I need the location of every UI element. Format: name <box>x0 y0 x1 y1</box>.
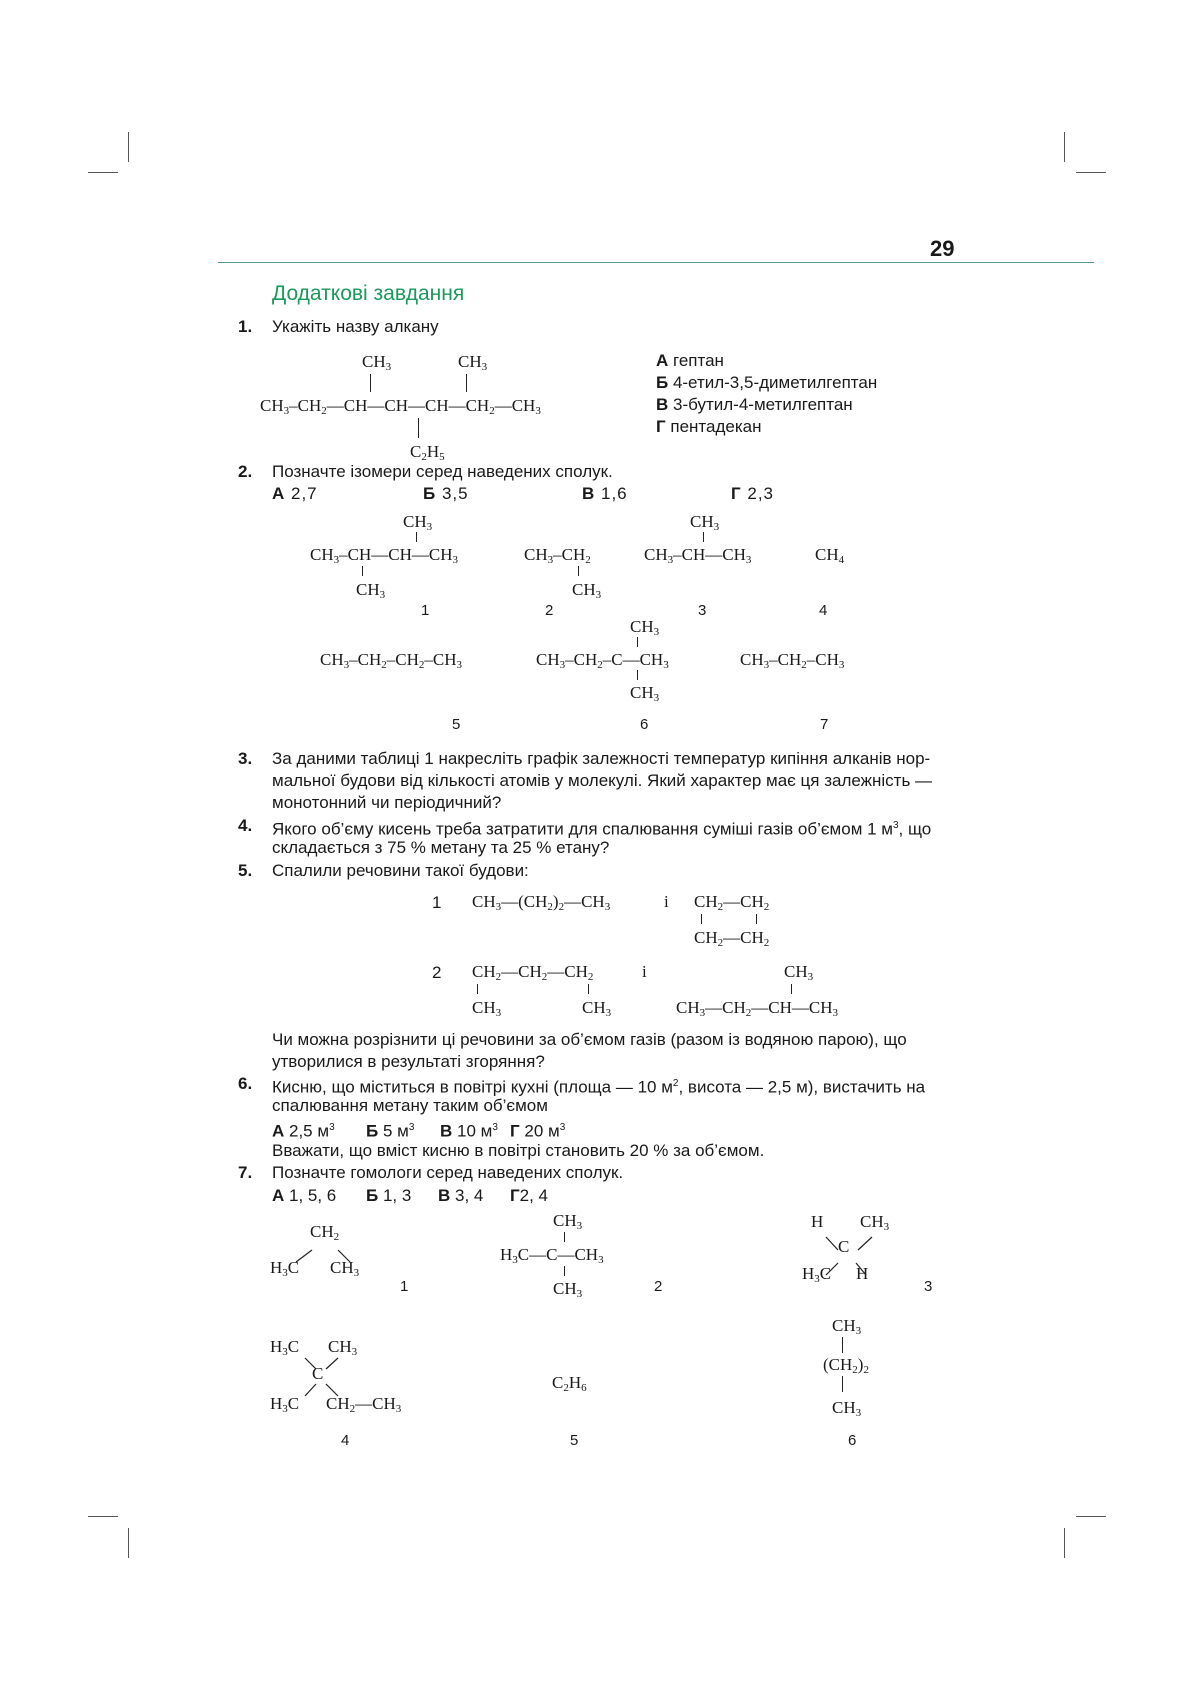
compound-label: 3 <box>924 1278 933 1295</box>
task-text-line: мальної будови від кількості атомів у молекулі. Який характер має ця залежність — <box>272 771 933 790</box>
answer-option: Б 4-етил-3,5-диметилгептан <box>656 373 878 392</box>
task-text-line: Кисню, що міститься в повітрі кухні (площа — 10 $м^2$, висота — 2,5 м), вистачить на <box>272 1077 926 1097</box>
task-text: Позначте ізомери серед наведених сполук. <box>272 462 613 481</box>
task-text-line: Якого об’єму кисень треба затратити для спалювання суміші газів об’ємом 1 $м^3$, що <box>272 819 932 839</box>
task-text: Спалили речовини такої будови: <box>272 861 529 880</box>
answer-option: Г 20 $м^3$ <box>510 1121 566 1141</box>
answer-option: В 10 $м^3$ <box>440 1121 498 1141</box>
compound-label: 1 <box>421 602 430 619</box>
compound-label: 3 <box>698 602 707 619</box>
answer-option: Г2, 4 <box>510 1186 548 1205</box>
answer-option: А 1, 5, 6 <box>272 1186 337 1205</box>
answer-option: В 3, 4 <box>438 1186 484 1205</box>
answer-option: А 2,7 <box>272 484 318 503</box>
compound-label: 5 <box>570 1432 579 1449</box>
answer-option: А гептан <box>656 351 724 370</box>
answer-option: Б 3,5 <box>423 484 469 503</box>
task-text: Позначте гомологи серед наведених сполук. <box>272 1163 624 1182</box>
task-number: 2. <box>238 462 253 481</box>
answer-option: В 1,6 <box>582 484 628 503</box>
compound-label: 1 <box>400 1278 409 1295</box>
compound-label: 6 <box>640 716 649 733</box>
page-number: 29 <box>930 236 955 261</box>
task-note: Вважати, що вміст кисню в повітрі становить 20 % за об’ємом. <box>272 1141 765 1160</box>
compound-label: 6 <box>848 1432 857 1449</box>
compound-label: 4 <box>341 1432 350 1449</box>
section-title: Додаткові завдання <box>272 282 465 305</box>
answer-option: Г 2,3 <box>731 484 774 503</box>
answer-option: Б 5 $м^3$ <box>366 1121 415 1141</box>
answer-option: А 2,5 $м^3$ <box>272 1121 335 1141</box>
task-text-line: Чи можна розрізнити ці речовини за об’ємом газів (разом із водяною парою), що <box>272 1030 907 1049</box>
compound-label: 2 <box>654 1278 663 1295</box>
compound-label: 2 <box>545 602 554 619</box>
task-text-line: монотонний чи періодичний? <box>272 793 502 812</box>
task-number: 5. <box>238 861 253 880</box>
compound-label: 5 <box>452 716 461 733</box>
task-text-line: складається з 75 % метану та 25 % етану? <box>272 838 610 857</box>
answer-option: В 3-бутил-4-метилгептан <box>656 395 853 414</box>
compound-label: 4 <box>819 602 828 619</box>
task-text-line: За даними таблиці 1 накресліть графік залежності температур кипіння алканів нор- <box>272 749 931 768</box>
task-number: 6. <box>238 1074 253 1093</box>
task-text-line: утворилися в результаті згоряння? <box>272 1052 545 1071</box>
task-number: 1. <box>238 317 253 336</box>
task-number: 7. <box>238 1163 253 1182</box>
compound-label: 7 <box>820 716 829 733</box>
answer-option: Г пентадекан <box>656 417 762 436</box>
task-number: 4. <box>238 816 253 835</box>
task-text: Укажіть назву алкану <box>272 317 439 336</box>
task-text-line: спалювання метану таким об’ємом <box>272 1096 548 1115</box>
answer-option: Б 1, 3 <box>366 1186 412 1205</box>
task-number: 3. <box>238 749 253 768</box>
